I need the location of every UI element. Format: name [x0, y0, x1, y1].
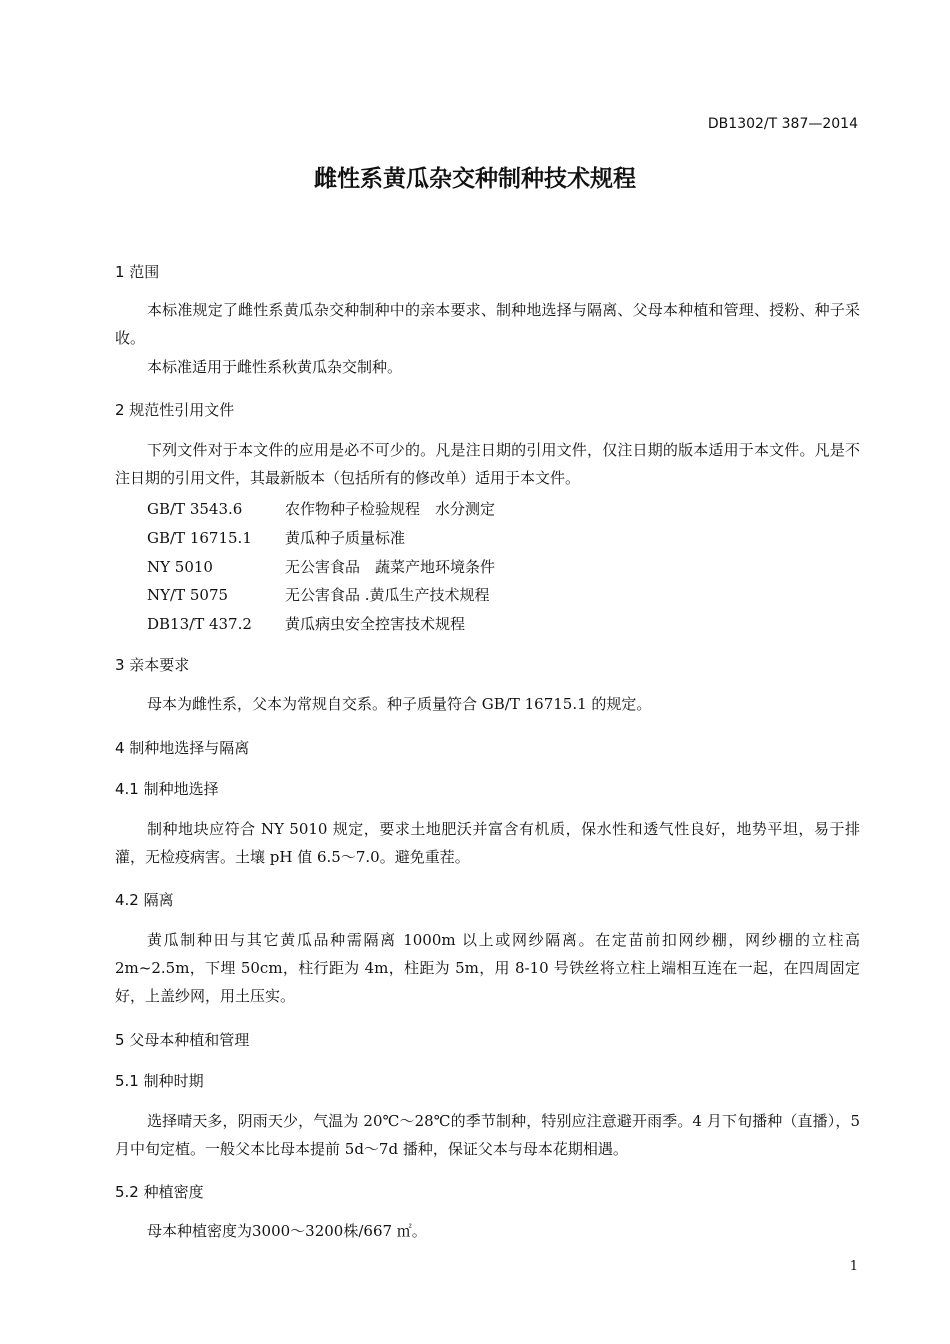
section-3-heading: 3 亲本要求: [115, 656, 190, 674]
section-4-2-heading: 4.2 隔离: [115, 891, 174, 909]
document-title: 雌性系黄瓜杂交种制种技术规程: [314, 166, 636, 192]
reference-code: NY/T 5075: [147, 586, 229, 604]
reference-code: NY 5010: [147, 558, 213, 576]
section-5-1-heading: 5.1 制种时期: [115, 1072, 204, 1090]
page-number: 1: [849, 1259, 858, 1274]
section-4-2-paragraph: 黄瓜制种田与其它黄瓜品种需隔离 1000m 以上或网纱隔离。在定苗前扣网纱棚，网纱棚的立柱高 2m~2.5m，下埋 50cm，柱行距为 4m，柱距为 5m，用 8-10 号铁丝将立柱上端相互连在一起，在四周固定好，上盖纱网，用土压实。: [115, 931, 860, 1005]
section-4-1-heading: 4.1 制种地选择: [115, 780, 219, 798]
reference-item: [147, 556, 495, 577]
reference-title: 无公害食品 .黄瓜生产技术规程: [285, 586, 490, 604]
reference-title: 无公害食品 蔬菜产地环境条件: [285, 558, 496, 576]
section-4-1-paragraph: 制种地块应符合 NY 5010 规定，要求土地肥沃并富含有机质，保水性和透气性良好，地势平坦，易于排灌，无检疫病害。土壤 pH 值 6.5～7.0。避免重茬。: [115, 820, 860, 866]
reference-item: [147, 498, 495, 519]
section-5-heading: 5 父母本种植和管理: [115, 1031, 250, 1049]
section-5-2-paragraph: 母本种植密度为3000～3200株/667 ㎡。: [147, 1222, 427, 1240]
section-4-heading: 4 制种地选择与隔离: [115, 739, 250, 757]
section-3-paragraph: 母本为雌性系，父本为常规自交系。种子质量符合 GB/T 16715.1 的规定。: [147, 695, 652, 713]
section-5-2-heading: 5.2 种植密度: [115, 1183, 204, 1201]
reference-item: [147, 613, 465, 634]
section-2-paragraph-1: 下列文件对于本文件的应用是必不可少的。凡是注日期的引用文件，仅注日期的版本适用于本文件。凡是不注日期的引用文件，其最新版本（包括所有的修改单）适用于本文件。: [115, 441, 860, 487]
standard-number: DB1302/T 387—2014: [707, 116, 858, 132]
reference-item: [147, 527, 405, 548]
reference-code: GB/T 16715.1: [147, 529, 252, 547]
reference-title: 黄瓜种子质量标准: [285, 529, 406, 547]
reference-title: 黄瓜病虫安全控害技术规程: [285, 615, 466, 633]
section-2-heading: 2 规范性引用文件: [115, 401, 235, 419]
reference-title: 农作物种子检验规程 水分测定: [285, 500, 496, 518]
reference-code: DB13/T 437.2: [147, 615, 252, 633]
section-1-paragraph-2: 本标准适用于雌性系秋黄瓜杂交制种。: [147, 358, 403, 376]
section-1-paragraph-1: 本标准规定了雌性系黄瓜杂交种制种中的亲本要求、制种地选择与隔离、父母本种植和管理、授粉、种子采收。: [115, 301, 860, 347]
section-1-heading: 1 范围: [115, 263, 160, 281]
reference-item: [147, 584, 490, 605]
section-5-1-paragraph: 选择晴天多，阴雨天少，气温为 20℃～28℃的季节制种，特别应注意避开雨季。4 月下旬播种（直播），5 月中旬定植。一般父本比母本提前 5d～7d 播种，保证父本与母本花期相遇。: [115, 1112, 860, 1158]
reference-code: GB/T 3543.6: [147, 500, 243, 518]
